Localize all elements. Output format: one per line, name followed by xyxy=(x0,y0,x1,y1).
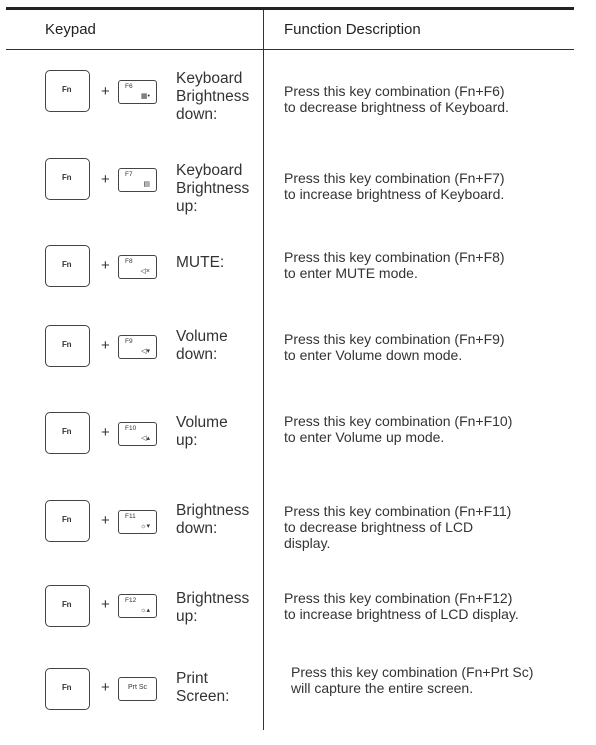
f10-key xyxy=(118,422,157,446)
f-key-label: F9 xyxy=(125,338,133,345)
fn-key xyxy=(45,245,90,287)
function-description: Press this key combination (Fn+F7) to increase brightness of Keyboard. xyxy=(284,170,505,202)
table-top-rule xyxy=(6,7,574,10)
f6-key xyxy=(118,80,157,104)
f-key-label: F7 xyxy=(125,171,133,178)
key-label: Keyboard Brightness down: xyxy=(176,70,250,123)
plus-sign: + xyxy=(101,596,110,613)
f9-key xyxy=(118,335,157,359)
key-label: Volume up: xyxy=(176,414,228,449)
keyboard-backlight-up-icon: ▤ xyxy=(143,181,150,188)
plus-sign: + xyxy=(101,424,110,441)
fn-key-label: Fn xyxy=(62,260,72,269)
column-header-keypad: Keypad xyxy=(45,21,96,38)
fn-key-label: Fn xyxy=(62,173,72,182)
f11-key xyxy=(118,510,157,534)
fn-key xyxy=(45,158,90,200)
key-label: MUTE: xyxy=(176,254,225,271)
f8-key xyxy=(118,255,157,279)
prtsc-key xyxy=(118,677,157,701)
function-description: Press this key combination (Fn+Prt Sc) will capture the entire screen. xyxy=(291,664,534,696)
plus-sign: + xyxy=(101,679,110,696)
fn-key-label: Fn xyxy=(62,515,72,524)
key-label: Print Screen: xyxy=(176,670,230,705)
f-key-label: F8 xyxy=(125,258,133,265)
f-key-label: F6 xyxy=(125,83,133,90)
function-description: Press this key combination (Fn+F12) to increase brightness of LCD display. xyxy=(284,590,519,622)
brightness-down-icon: ☼▾ xyxy=(140,523,150,530)
fn-key-label: Fn xyxy=(62,600,72,609)
fn-key-label: Fn xyxy=(62,340,72,349)
f-key-label: F11 xyxy=(125,513,136,520)
key-label: Brightness down: xyxy=(176,502,250,537)
function-description: Press this key combination (Fn+F9) to enter Volume down mode. xyxy=(284,331,505,363)
key-label: Volume down: xyxy=(176,328,228,363)
key-label: Brightness up: xyxy=(176,590,250,625)
function-description: Press this key combination (Fn+F8) to enter MUTE mode. xyxy=(284,249,505,281)
fn-key xyxy=(45,70,90,112)
function-description: Press this key combination (Fn+F10) to enter Volume up mode. xyxy=(284,413,513,445)
plus-sign: + xyxy=(101,171,110,188)
function-description: Press this key combination (Fn+F11) to decrease brightness of LCD display. xyxy=(284,503,512,551)
function-description: Press this key combination (Fn+F6) to decrease brightness of Keyboard. xyxy=(284,83,509,115)
column-divider xyxy=(263,10,264,730)
fn-key xyxy=(45,500,90,542)
fn-key xyxy=(45,325,90,367)
column-header-function: Function Description xyxy=(284,21,421,38)
fn-key xyxy=(45,585,90,627)
plus-sign: + xyxy=(101,257,110,274)
volume-down-icon: ◁▾ xyxy=(141,348,150,355)
f7-key xyxy=(118,168,157,192)
fn-key xyxy=(45,668,90,710)
brightness-up-icon: ☼▴ xyxy=(140,607,150,614)
mute-icon: ◁× xyxy=(140,268,150,275)
key-label: Keyboard Brightness up: xyxy=(176,162,250,215)
plus-sign: + xyxy=(101,337,110,354)
fn-key xyxy=(45,412,90,454)
f-key-label: F12 xyxy=(125,597,137,604)
volume-up-icon: ◁▴ xyxy=(141,435,150,442)
fn-key-label: Fn xyxy=(62,85,72,94)
plus-sign: + xyxy=(101,83,110,100)
header-rule xyxy=(6,49,574,50)
fn-key-label: Fn xyxy=(62,427,72,436)
f-key-label: Prt Sc xyxy=(127,684,148,691)
plus-sign: + xyxy=(101,512,110,529)
f12-key xyxy=(118,594,157,618)
keyboard-backlight-down-icon: ▦• xyxy=(140,93,150,100)
f-key-label: F10 xyxy=(125,425,137,432)
fn-key-label: Fn xyxy=(62,683,72,692)
